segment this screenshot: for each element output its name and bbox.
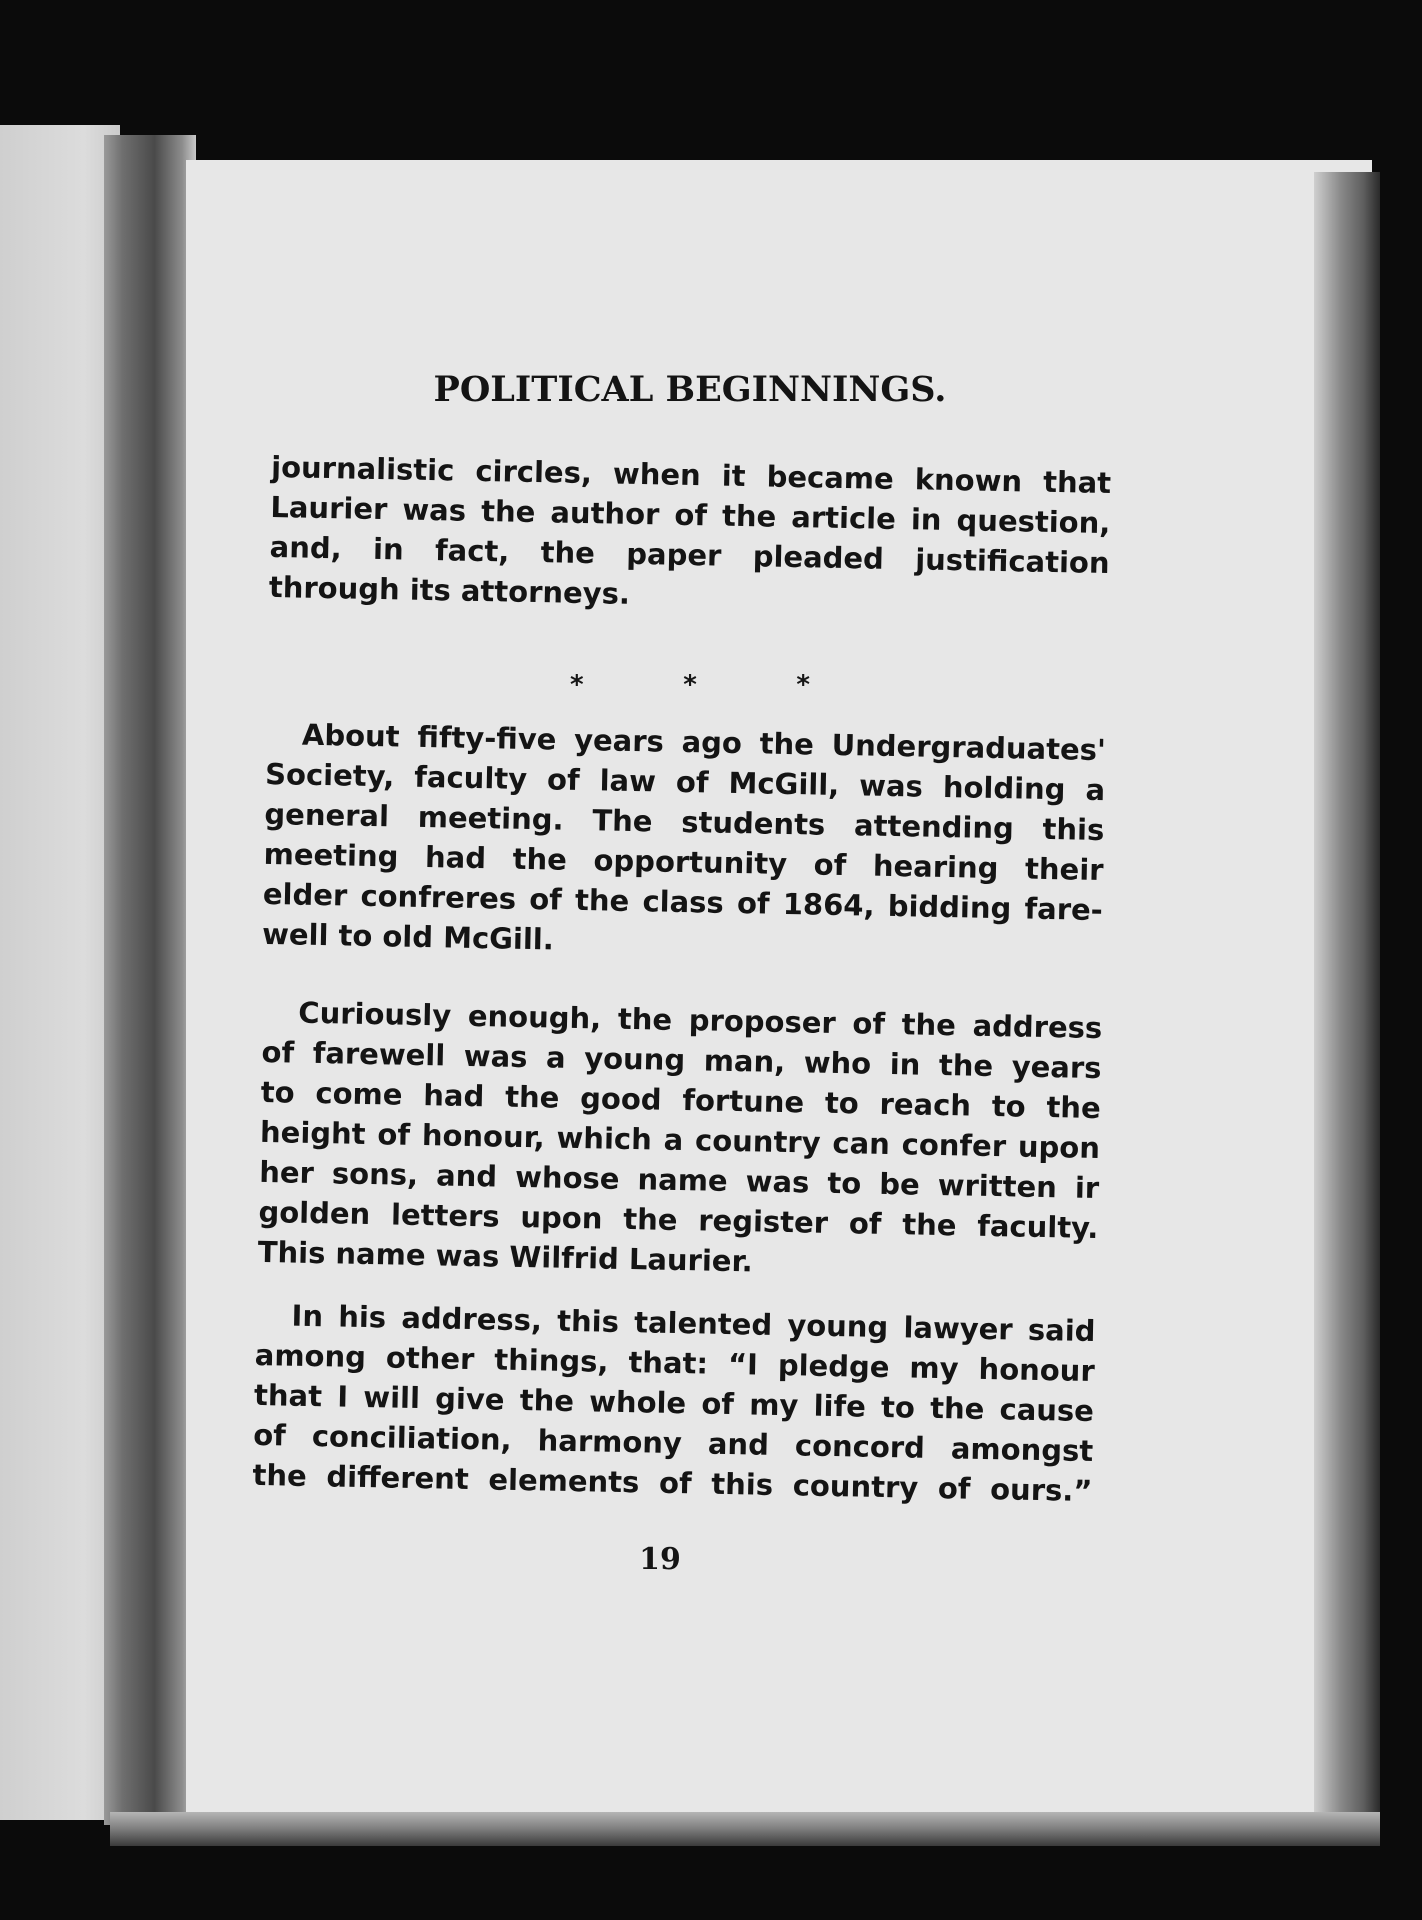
running-head: POLITICAL BEGINNINGS. <box>433 369 947 410</box>
text-line: her sons, and whose name was to be written ir <box>258 1154 1100 1206</box>
text-line: that I will give the whole of my life to the cause <box>253 1377 1095 1429</box>
text-line: golden letters upon the register of the faculty. <box>258 1194 1099 1246</box>
text-line: About fifty-five years ago the Undergraduates' <box>301 717 1107 768</box>
text-line: journalistic circles, when it became known that <box>270 449 1112 501</box>
book-gutter <box>104 135 196 1825</box>
text-line: This name was Wilfrid Laurier. <box>257 1234 754 1279</box>
text-line: Society, faculty of law of McGill, was holding a <box>264 756 1106 808</box>
separator-star: * <box>570 670 584 700</box>
text-line: to come had the good fortune to reach to the <box>260 1074 1102 1126</box>
text-line: of farewell was a young man, who in the years <box>261 1034 1102 1086</box>
text-line: Curiously enough, the proposer of the address <box>298 995 1103 1046</box>
text-line: general meeting. The students attending this <box>264 796 1105 848</box>
text-line: height of honour, which a country can confer upon <box>259 1114 1101 1166</box>
text-line: through its attorneys. <box>268 569 631 611</box>
separator-star: * <box>683 670 697 700</box>
text-line: and, in fact, the paper pleaded justification <box>269 529 1110 581</box>
text-line: elder confreres of the class of 1864, bidding fare- <box>262 876 1104 928</box>
paragraph <box>269 447 1112 623</box>
separator-star: * <box>796 670 810 700</box>
text-line: Laurier was the author of the article in question, <box>270 489 1111 541</box>
page-number: 19 <box>639 1542 681 1577</box>
text-line: In his address, this talented young lawyer said <box>291 1298 1096 1349</box>
paragraph <box>262 714 1106 970</box>
text-line: among other things, that: “I pledge my honour <box>254 1337 1096 1389</box>
text-line: well to old McGill. <box>261 916 555 957</box>
section-separator <box>570 670 810 710</box>
text-line: meeting had the opportunity of hearing their <box>263 836 1104 888</box>
text-line: the different elements of this country of ours.” <box>252 1457 1093 1509</box>
paragraph <box>257 992 1102 1288</box>
bottom-page-edge <box>110 1812 1380 1846</box>
text-line: of conciliation, harmony and concord amongst <box>252 1417 1094 1469</box>
left-page-edge <box>0 125 120 1820</box>
right-page-edge <box>1314 172 1380 1832</box>
paragraph <box>252 1295 1096 1511</box>
